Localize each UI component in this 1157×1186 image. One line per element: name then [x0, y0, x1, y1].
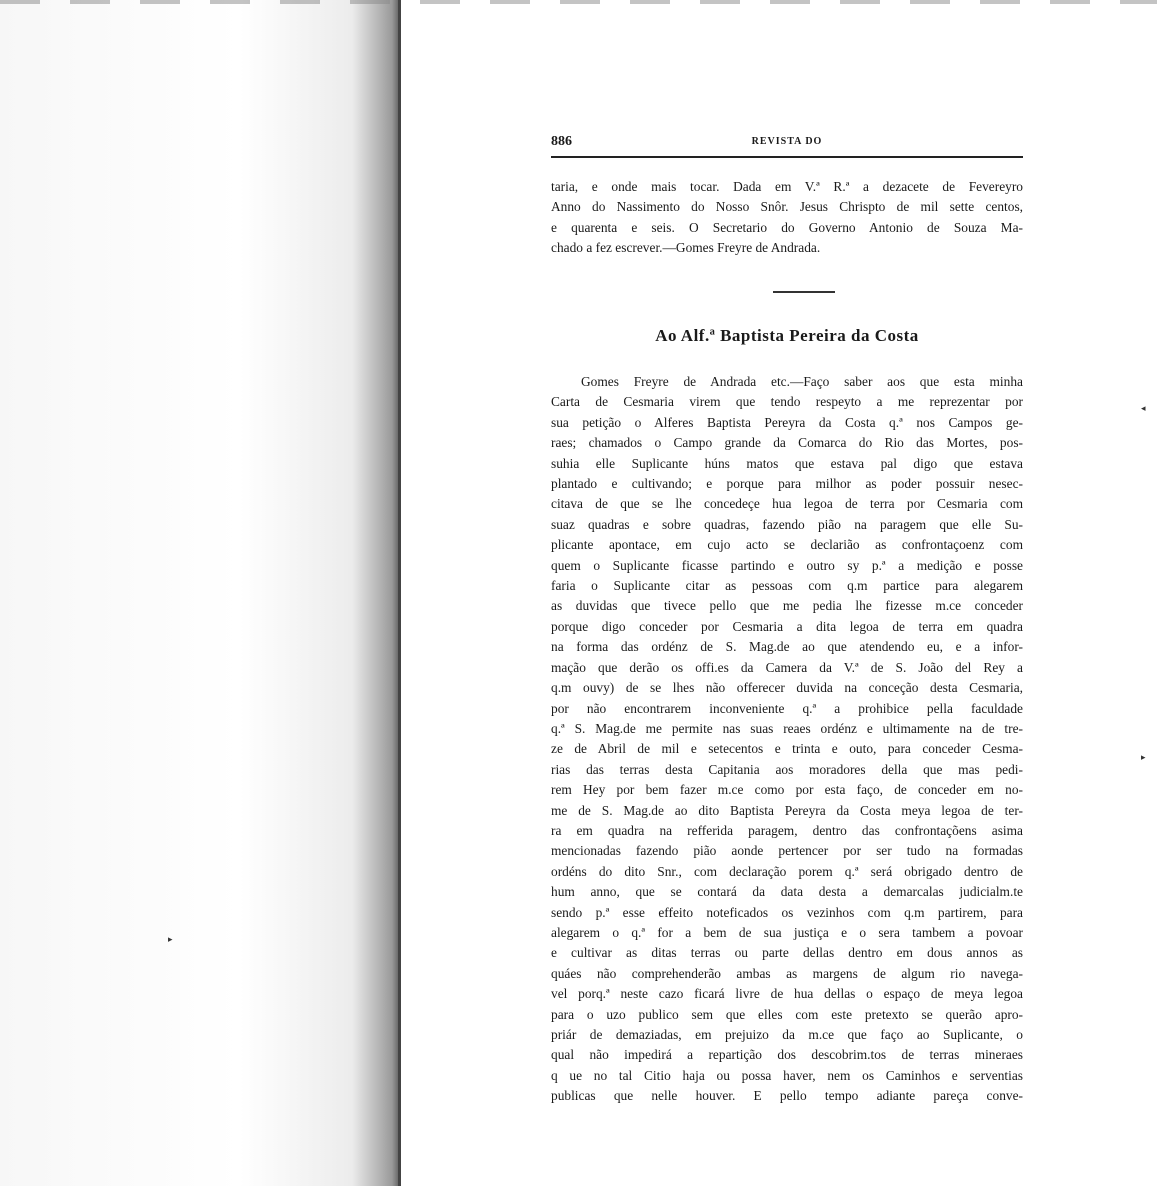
body-paragraph — [551, 372, 1023, 1107]
text-line: mencionadas fazendo pião aonde pertencer por ser tudo na formadas — [551, 843, 1023, 859]
section-title: Ao Alf.ª Baptista Pereira da Costa — [655, 326, 919, 345]
text-line: alegarem o q.ª for a bem de sua justiça e o sera tambem a povoar — [551, 924, 1023, 940]
text-line: me de S. Mag.de ao dito Baptista Pereyra da Costa meya legoa de ter- — [551, 802, 1023, 818]
text-line: raes; chamados o Campo grande da Comarca do Rio das Mortes, pos- — [551, 435, 1023, 451]
text-line: rias das terras desta Capitania aos moradores della que mas pedi- — [551, 761, 1023, 777]
text-line: Anno do Nassimento do Nosso Snôr. Jesus Chrispto de mil sette centos, — [551, 199, 1023, 215]
text-line: citava de que se lhe concedeçe hua legoa de terra por Cesmaria com — [551, 496, 1023, 512]
text-line: publicas que nelle houver. E pello tempo adiante pareça conve- — [551, 1088, 1023, 1104]
text-line: hum anno, que se contará da data desta a demarcalas judicialm.te — [551, 884, 1023, 900]
facing-page-shadow — [0, 0, 400, 1186]
page-number: 886 — [551, 134, 572, 149]
text-line: faria o Suplicante citar as pessoas com q.m partice para alegarem — [551, 578, 1023, 594]
margin-speck-mark: ◂ — [1141, 403, 1146, 413]
text-line: para o uzo publico sem que elles com este pretexto se querão apro- — [551, 1006, 1023, 1022]
text-line: rem Hey por bem fazer m.ce como por esta faço, de conceder em no- — [551, 782, 1023, 798]
text-line: suhia elle Suplicante húns matos que estava pal digo que estava — [551, 455, 1023, 471]
text-line: mação que derão os offi.es da Camera da V.ª de S. João del Rey a — [551, 659, 1023, 675]
text-line: sendo p.ª esse effeito noteficados os vezinhos com q.m partirem, para — [551, 904, 1023, 920]
text-line: vel porq.ª neste cazo ficará livre de hua dellas o espaço de meya legoa — [551, 986, 1023, 1002]
text-line: ze de Abril de mil e setecentos e trinta e outo, para conceder Cesma- — [551, 741, 1023, 757]
section-divider — [773, 291, 835, 293]
text-line: suaz quadras e sobre quadras, fazendo pião na paragem que elle Su- — [551, 516, 1023, 532]
text-line: qual não impedirá a repartição dos descobrim.tos de terras mineraes — [551, 1047, 1023, 1063]
margin-speck-mark: ▸ — [168, 934, 173, 944]
text-line: q.ª S. Mag.de me permite nas suas reaes ordénz e ultimamente na de tre- — [551, 720, 1023, 736]
text-line: plantado e cultivando; e porque para milhor as poder possuir nesec- — [551, 476, 1023, 492]
page-header — [551, 134, 1023, 152]
text-line: quáes não comprehenderão ambas as margens de algum rio navega- — [551, 965, 1023, 981]
text-line: porque digo conceder por Cesmaria a dita legoa de terra em quadra — [551, 618, 1023, 634]
text-line: as duvidas que tivece pello que me pedia lhe fizesse m.ce conceder — [551, 598, 1023, 614]
running-head: REVISTA DO — [751, 136, 823, 147]
text-line: na forma das ordénz de S. Mag.de ao que atendendo eu, e a infor- — [551, 639, 1023, 655]
text-line: e quarenta e seis. O Secretario do Governo Antonio de Souza Ma- — [551, 219, 1023, 235]
header-rule — [551, 156, 1023, 158]
text-line: quem o Suplicante ficasse partindo e outro sy p.ª a medição e posse — [551, 557, 1023, 573]
text-line: ordéns do dito Snr., com declaração porem q.ª será obrigado dentro de — [551, 863, 1023, 879]
text-line: ra em quadra na refferida paragem, dentro das confrontaçõens asima — [551, 822, 1023, 838]
text-line: q ue no tal Citio haja ou possa haver, nem os Caminhos e serventias — [551, 1067, 1023, 1083]
text-line: Gomes Freyre de Andrada etc.—Faço saber aos que esta minha — [581, 374, 1023, 389]
text-line: sua petição o Alferes Baptista Pereyra da Costa q.ª nos Campos ge- — [551, 414, 1023, 430]
closing-paragraph — [551, 177, 1023, 259]
text-line: plicante apontace, em cujo acto se declarião as confrontaçoenz com — [551, 537, 1023, 553]
text-line: q.m ouvy) de se lhes não offerecer duvida na conceção desta Cesmaria, — [551, 680, 1023, 696]
text-line: e cultivar as ditas terras ou parte dellas dentro em dous annos as — [551, 945, 1023, 961]
scan-top-edge — [0, 0, 1157, 4]
text-line: Carta de Cesmaria virem que tendo respeyto a me reprezentar por — [551, 394, 1023, 410]
margin-speck-mark: ▸ — [1141, 752, 1146, 762]
text-line: chado a fez escrever.—Gomes Freyre de Andrada. — [551, 240, 821, 256]
text-line: por não encontrarem inconveniente q.ª a prohibice pella faculdade — [551, 700, 1023, 716]
text-line: priár de demaziadas, em prejuizo da m.ce que faço ao Suplicante, o — [551, 1027, 1023, 1042]
text-line: taria, e onde mais tocar. Dada em V.ª R.ª a dezacete de Fevereyro — [551, 179, 1023, 194]
